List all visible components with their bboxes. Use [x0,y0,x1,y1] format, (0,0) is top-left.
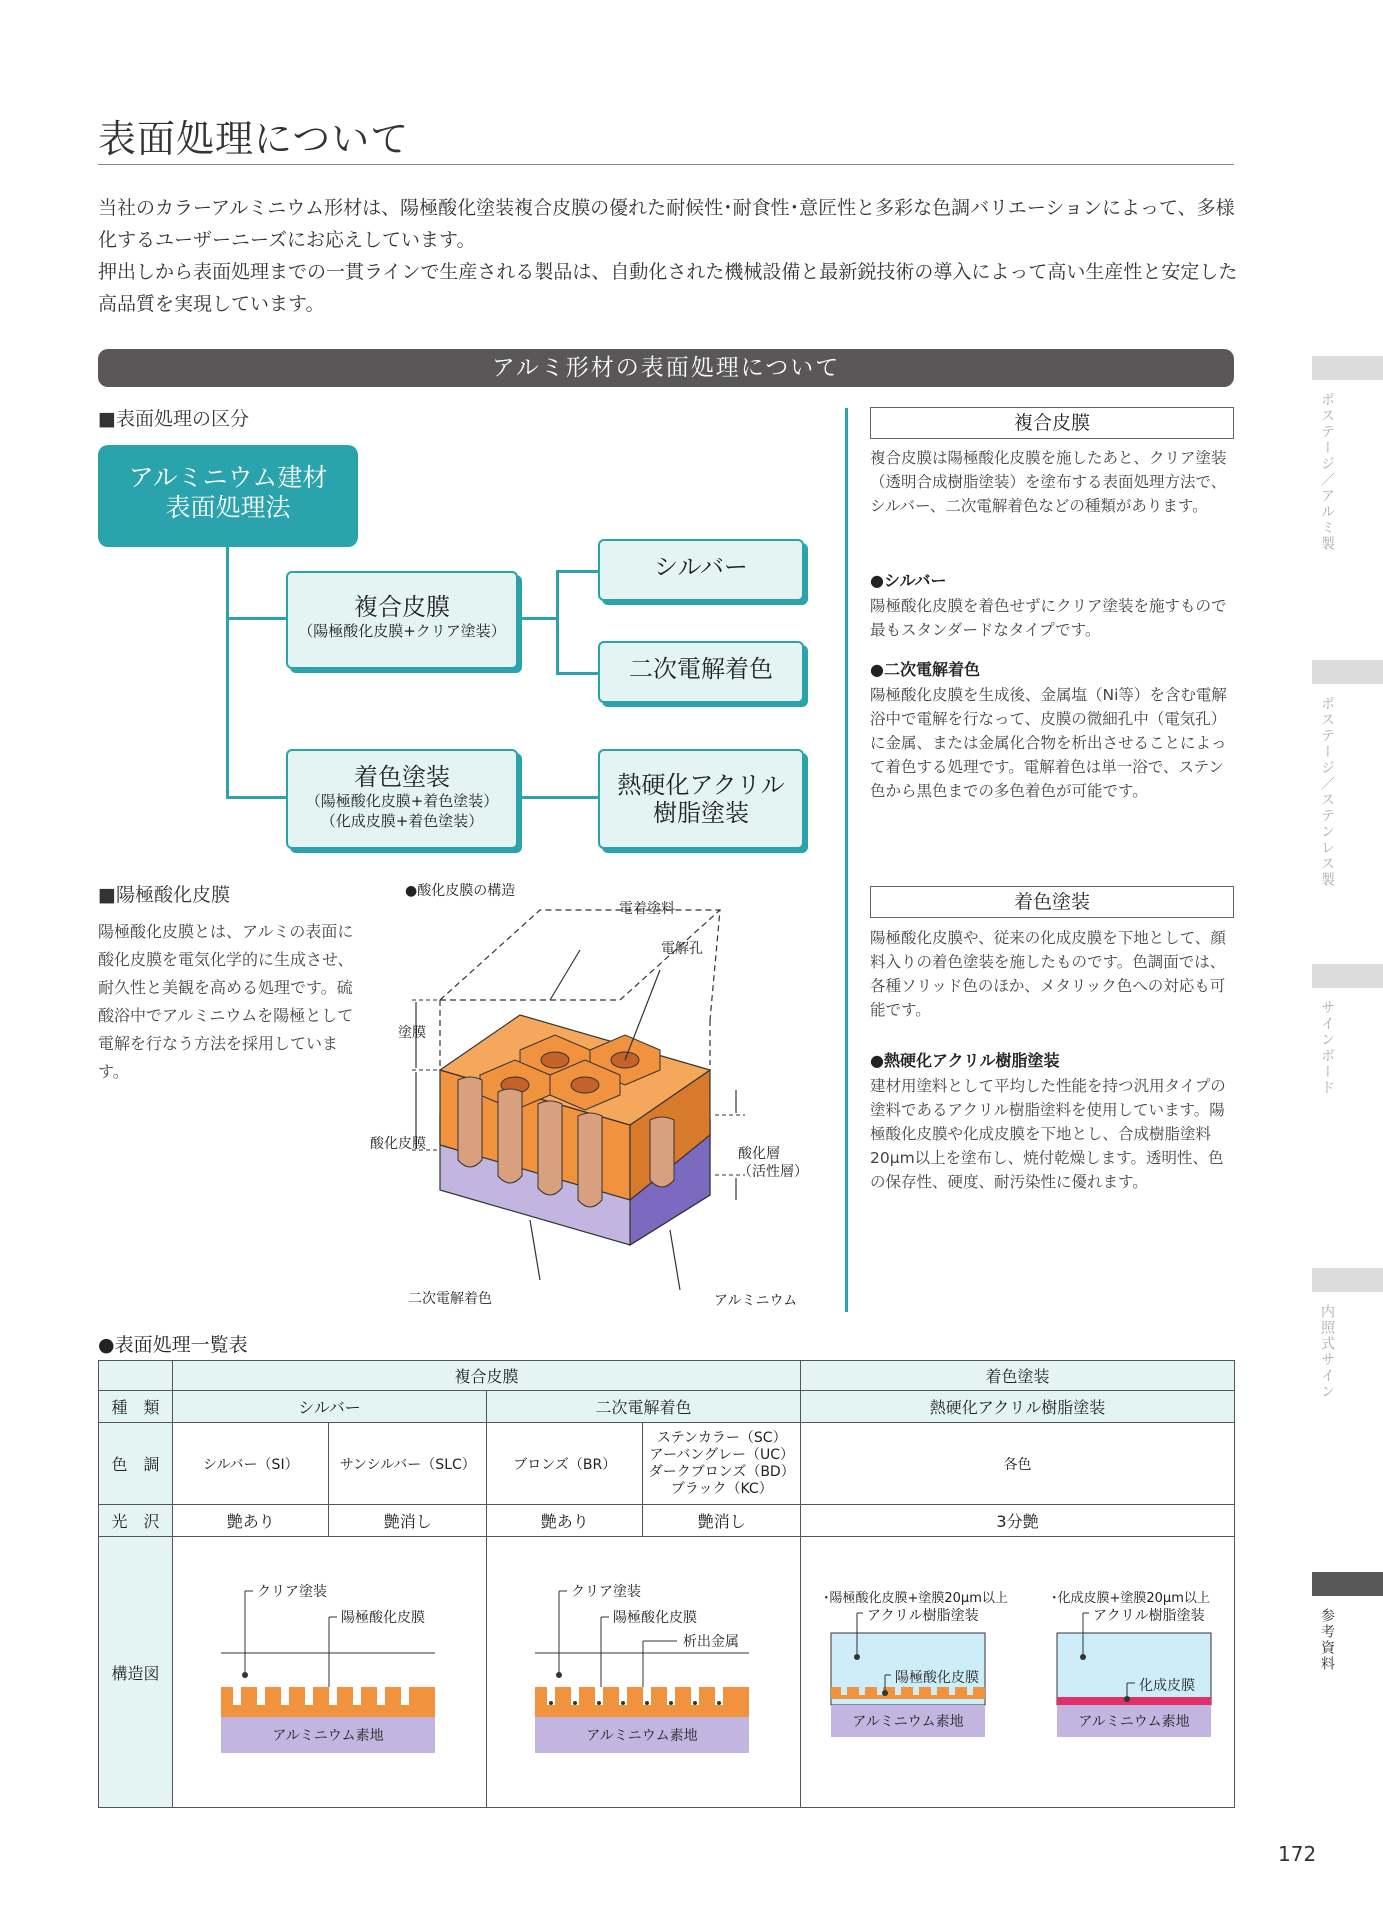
gloss-cell: 艶あり [173,1505,329,1537]
diagram-title: ●酸化皮膜の構造 [405,883,516,899]
acrylic-structure-icon [801,1537,1234,1807]
silver-head: ●シルバー [870,571,947,590]
s2-anodic: 陽極酸化皮膜 [613,1610,697,1626]
s4-base: アルミニウム素地 [1078,1714,1190,1730]
root-box: アルミニウム建材 表面処理法 [98,445,358,547]
intro-text: 当社のカラーアルミニウム形材は、陽極酸化塗装複合皮膜の優れた耐候性･耐食性･意匠性と多彩な色調バリエーションによって、多様化するユーザーニーズにお応えしています。 押出しから表面処理までの一貫ラインで生産される製品は、自動化された機械設備と最新鋭技術の導入によって高い生産性と安定した高品質を実現しています。 [98,197,1238,315]
side-tab-bar[interactable] [1312,964,1383,988]
secondary-box [598,641,804,703]
silver-box [598,539,804,601]
th-colored: 着色塗装 [801,1361,1235,1391]
acrylic-label: 熱硬化アクリル 樹脂塗装 [617,771,785,827]
color-cell: シルバー（SI） [173,1423,329,1505]
side-tab-stainless[interactable]: ポステージ／ステンレス製 [1319,696,1335,888]
s3-base: アルミニウム素地 [852,1714,964,1730]
label-secondary: 二次電解着色 [408,1291,492,1307]
s3-note: ･陽極酸化皮膜+塗膜20μm以上 [823,1591,1008,1606]
table-corner [99,1361,173,1391]
composite-info-text: 複合皮膜は陽極酸化皮膜を施したあと、クリア塗装（透明合成樹脂塗装）を塗布する表面処理方法で、シルバー、二次電解着色などの種類があります。 [870,449,1227,515]
color-cell: ステンカラー（SC） アーバングレー（UC） ダークブロンズ（BD） ブラック（KC） [643,1423,801,1505]
side-tab-bar-active[interactable] [1312,1572,1383,1596]
s3-acrylic: アクリル樹脂塗装 [867,1608,979,1624]
color-cell: サンシルバー（SLC） [329,1423,487,1505]
struct-secondary [487,1537,801,1808]
s3-anodic: 陽極酸化皮膜 [895,1670,979,1686]
gloss-cell: 3分艶 [801,1505,1235,1537]
colored-sub: （陽極酸化皮膜+着色塗装） （化成皮膜+着色塗装） [305,792,499,830]
silver-text: 陽極酸化皮膜を着色せずにクリア塗装を施すもので最もスタンダードなタイプです。 [870,597,1227,639]
colored-title: 着色塗装 [354,763,450,791]
connector-line [518,796,598,799]
connector-line [556,570,598,573]
composite-box [286,571,518,669]
composite-title: 複合皮膜 [354,593,450,621]
column-divider [845,408,848,1312]
connector-line [556,672,598,675]
s1-base: アルミニウム素地 [272,1728,384,1744]
connector-line [226,617,288,620]
connector-line [556,570,559,674]
gloss-cell: 艶消し [643,1505,801,1537]
silver-label: シルバー [654,553,748,581]
anodic-text: 陽極酸化皮膜とは、アルミの表面に酸化皮膜を電気化学的に生成させ、耐久性と美観を高める処理です。硫酸浴中でアルミニウムを陽極として電解を行なう方法を採用しています。 [98,922,354,1081]
secondary-label: 二次電解着色 [629,655,773,683]
secondary-structure-icon [487,1537,800,1807]
table-title: ●表面処理一覧表 [98,1334,248,1356]
anodic-heading: ■陽極酸化皮膜 [98,884,230,906]
row-struct-label: 構造図 [99,1537,173,1808]
type-silver: シルバー [173,1391,487,1423]
acrylic-head: ●熱硬化アクリル樹脂塗装 [870,1051,1060,1070]
side-tab-reference[interactable]: 参考資料 [1319,1608,1335,1672]
label-pore: 電解孔 [661,941,703,957]
silver-structure-icon [173,1537,486,1807]
s4-acrylic: アクリル樹脂塗装 [1093,1608,1205,1624]
label-active: 酸化層 （活性層） [738,1146,808,1180]
color-cell: ブロンズ（BR） [487,1423,643,1505]
s1-clear: クリア塗装 [257,1584,327,1600]
label-oxide: 酸化皮膜 [370,1136,426,1152]
acrylic-box [598,749,804,849]
label-aluminum: アルミニウム [714,1293,798,1309]
row-gloss-label: 光 沢 [99,1505,173,1537]
section-banner: アルミ形材の表面処理について [98,349,1234,387]
secondary-head: ●二次電解着色 [870,660,980,679]
gloss-cell: 艶消し [329,1505,487,1537]
s2-base: アルミニウム素地 [586,1728,698,1744]
page-title: 表面処理について [98,117,410,161]
row-type-label: 種 類 [99,1391,173,1423]
side-tab-illuminated[interactable]: 内照式サイン [1319,1304,1335,1400]
gloss-cell: 艶あり [487,1505,643,1537]
side-tab-bar[interactable] [1312,660,1383,684]
side-tab-aluminum[interactable]: ポステージ／アルミ製 [1319,392,1335,552]
s4-note: ･化成皮膜+塗膜20μm以上 [1051,1591,1210,1606]
row-color-label: 色 調 [99,1423,173,1505]
connector-line [518,617,558,620]
s2-clear: クリア塗装 [571,1584,641,1600]
side-tab-signboard[interactable]: サインボード [1319,1000,1335,1096]
colored-box [286,749,518,849]
oxide-structure-diagram [380,890,840,1330]
connector-line [226,547,229,797]
type-secondary: 二次電解着色 [487,1391,801,1423]
label-coat: 塗膜 [398,1025,426,1041]
summary-table [98,1360,1235,1808]
label-paint: 電着塗料 [619,901,675,917]
struct-acrylic [801,1537,1235,1808]
colored-info-text: 陽極酸化皮膜や、従来の化成皮膜を下地として、顔料入りの着色塗装を施したものです。色調面では、各種ソリッド色のほか、メタリック色への対応も可能です。 [870,929,1226,1019]
th-composite: 複合皮膜 [173,1361,801,1391]
title-divider [98,164,1234,165]
struct-silver [173,1537,487,1808]
connector-line [226,796,288,799]
classification-heading: ■表面処理の区分 [98,408,249,430]
acrylic-text: 建材用塗料として平均した性能を持つ汎用タイプの塗料であるアクリル樹脂塗料を使用しています。陽極酸化皮膜や化成皮膜を下地とし、合成樹脂塗料20μm以上を塗布し、焼付乾燥します。透明性、色の保存性、硬度、耐汚染性に優れます。 [870,1077,1226,1191]
s4-conv: 化成皮膜 [1139,1678,1195,1694]
side-tab-bar[interactable] [1312,356,1383,380]
s2-metal: 析出金属 [683,1634,739,1650]
composite-sub: （陽極酸化皮膜+クリア塗装） [298,622,506,640]
type-acrylic: 熱硬化アクリル樹脂塗装 [801,1391,1235,1423]
s1-anodic: 陽極酸化皮膜 [341,1610,425,1626]
composite-info-title: 複合皮膜 [870,407,1234,439]
colored-info-title: 着色塗装 [870,886,1234,918]
color-cell: 各色 [801,1423,1235,1505]
side-tab-bar[interactable] [1312,1268,1383,1292]
page-number: 172 [1278,1842,1317,1866]
secondary-text: 陽極酸化皮膜を生成後、金属塩（Ni等）を含む電解浴中で電解を行なって、皮膜の微細孔中（電気孔）に金属、または金属化合物を析出させることによって着色する処理です。電解着色は単一浴で、ステン色から黒色までの多色着色が可能です。 [870,686,1227,800]
